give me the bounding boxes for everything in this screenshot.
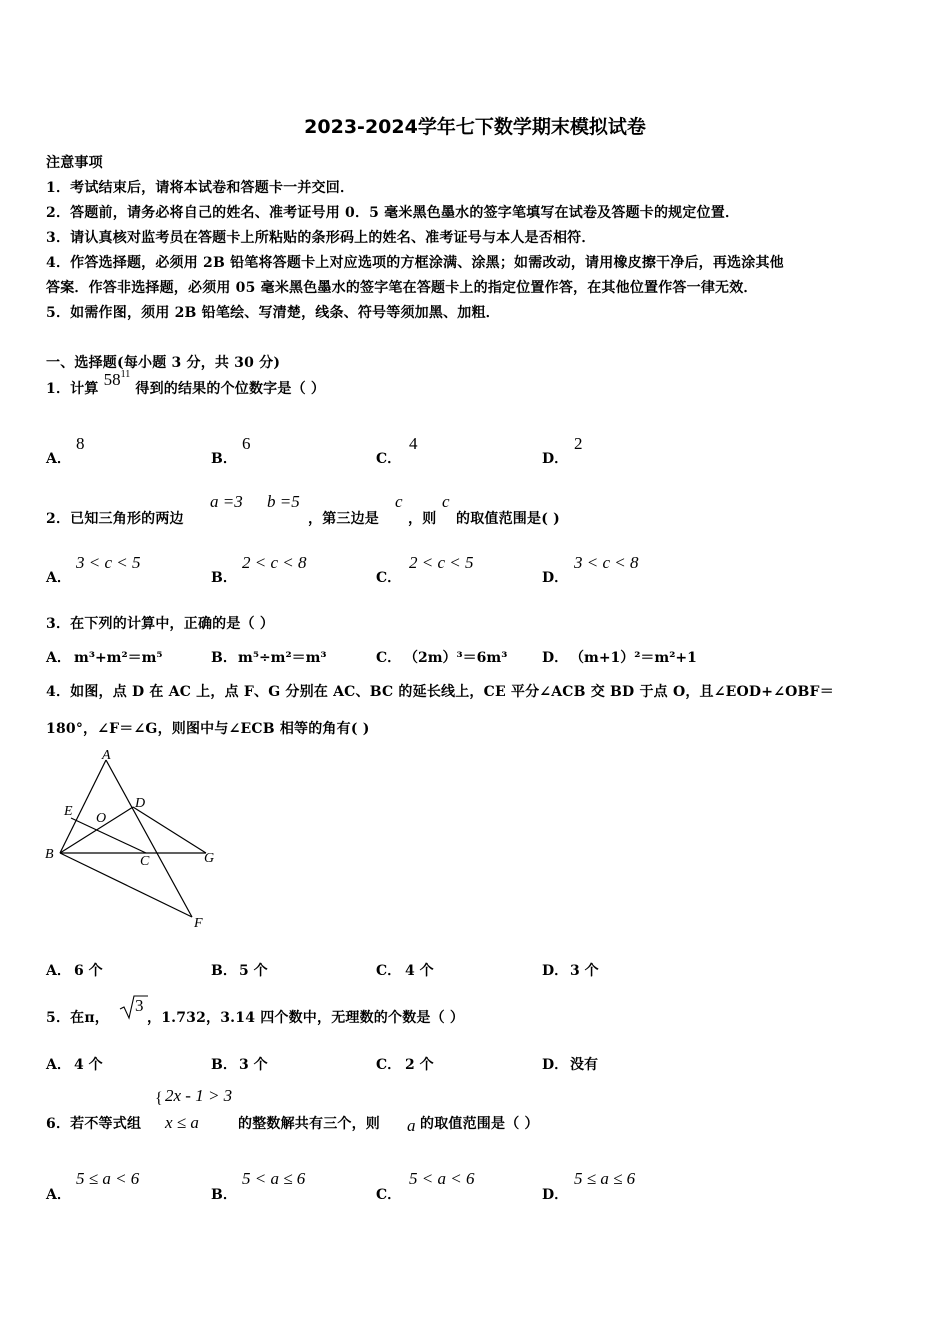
q5-sqrt-radicand: 3	[135, 996, 144, 1015]
question-1	[46, 369, 326, 398]
label-g: G	[204, 851, 215, 866]
q6-option-a-label[interactable]: A．	[46, 1187, 71, 1203]
q2-option-c-value: 2 < c < 5	[409, 553, 474, 572]
q6-option-d-value: 5 ≤ a ≤ 6	[574, 1169, 636, 1188]
q5-option-c-label[interactable]: C．	[376, 1057, 402, 1073]
q2-b: b =5	[267, 492, 300, 511]
q2-mid: ，第三边是	[308, 511, 379, 527]
q1-option-c-label[interactable]: C．	[376, 451, 402, 467]
label-d: D	[135, 796, 146, 811]
q3-option-b-label[interactable]: B．	[211, 650, 237, 666]
q3-option-a-value: m³+m²＝m⁵	[74, 650, 163, 666]
q6-option-a-value: 5 ≤ a < 6	[76, 1169, 140, 1188]
q6-option-c-label[interactable]: C．	[376, 1187, 402, 1203]
q2-option-a-value: 3 < c < 5	[76, 553, 141, 572]
q4-option-d-label[interactable]: D．	[542, 963, 569, 979]
notice-item-5: 5．如需作图，须用 2B 铅笔绘、写清楚，线条、符号等须加黑、加粗．	[46, 305, 500, 321]
q1-exp: 11	[120, 369, 131, 380]
q3-option-d-label[interactable]: D．	[542, 650, 569, 666]
q6-inequality-1: 2x - 1 > 3	[165, 1086, 233, 1105]
q3-option-d-value: （m+1）²＝m²+1	[570, 650, 697, 666]
q1-option-b-value: 6	[242, 434, 251, 453]
q6-inequality-2: x ≤ a	[165, 1113, 199, 1132]
q5-option-d-label[interactable]: D．	[542, 1057, 569, 1073]
q6-mid: 的整数解共有三个，则	[238, 1116, 380, 1132]
q1-pre: 1．计算	[46, 381, 99, 397]
q2-post: 的取值范围是( )	[456, 511, 560, 527]
q1-post: 得到的结果的个位数字是（ ）	[135, 381, 326, 397]
notice-item-4: 4．作答选择题，必须用 2B 铅笔将答题卡上对应选项的方框涂满、涂黑；如需改动，请用橡皮擦干净后，再选涂其他	[46, 255, 784, 271]
q2-option-d-label[interactable]: D．	[542, 570, 569, 586]
sqrt-icon	[119, 994, 149, 1020]
notice-item-2: 2．答题前，请务必将自己的姓名、准考证号用 0．5 毫米黑色墨水的签字笔填写在试卷及答题卡的规定位置．	[46, 205, 740, 221]
q6-option-d-label[interactable]: D．	[542, 1187, 569, 1203]
q4-stem-line-1: 4．如图，点 D 在 AC 上，点 F、G 分别在 AC、BC 的延长线上，CE 平分∠ACB 交 BD 于点 O，且∠EOD+∠OBF＝	[46, 684, 834, 700]
q4-option-c-label[interactable]: C．	[376, 963, 402, 979]
q6-post: 的取值范围是（ ）	[420, 1116, 539, 1132]
q5-option-c-value: 2 个	[405, 1057, 434, 1073]
q2-mid2: ，则	[408, 511, 437, 527]
q5-option-b-label[interactable]: B．	[211, 1057, 237, 1073]
q6-option-b-label[interactable]: B．	[211, 1187, 237, 1203]
segment-af	[106, 760, 192, 917]
q2-c2: c	[442, 492, 450, 511]
q6-brace: {	[155, 1090, 163, 1107]
q6-option-b-value: 5 < a ≤ 6	[242, 1169, 306, 1188]
q5-option-b-value: 3 个	[239, 1057, 268, 1073]
q2-option-a-label[interactable]: A．	[46, 570, 71, 586]
q4-option-a-label[interactable]: A．	[46, 963, 71, 979]
q1-option-a-value: 8	[76, 434, 85, 453]
section-heading: 一、选择题(每小题 3 分，共 30 分)	[46, 355, 281, 371]
q4-option-d-value: 3 个	[570, 963, 599, 979]
q2-a: a =3	[210, 492, 243, 511]
notice-item-3: 3．请认真核对监考员在答题卡上所粘贴的条形码上的姓名、准考证号与本人是否相符．	[46, 230, 596, 246]
q3-stem: 3．在下列的计算中，正确的是（ ）	[46, 616, 275, 632]
q2-option-c-label[interactable]: C．	[376, 570, 402, 586]
q4-stem-line-2: 180°，∠F＝∠G，则图中与∠ECB 相等的角有( )	[46, 721, 370, 737]
q2-option-d-value: 3 < c < 8	[574, 553, 639, 572]
q2-pre: 2．已知三角形的两边	[46, 511, 184, 527]
q1-option-a-label[interactable]: A．	[46, 451, 71, 467]
q2-option-b-label[interactable]: B．	[211, 570, 237, 586]
q6-pre: 6．若不等式组	[46, 1116, 142, 1132]
q4-geometry-figure	[40, 745, 230, 935]
label-a: A	[102, 748, 111, 763]
q1-option-b-label[interactable]: B．	[211, 451, 237, 467]
segment-ec	[71, 818, 146, 853]
notice-item-4-cont: 答案．作答非选择题，必须用 05 毫米黑色墨水的签字笔在答题卡上的指定位置作答，在其他位置作答一律无效．	[46, 280, 758, 296]
q6-option-c-value: 5 < a < 6	[409, 1169, 475, 1188]
q3-option-c-value: （2m）³＝6m³	[404, 650, 508, 666]
notice-heading: 注意事项	[46, 155, 103, 171]
label-b: B	[45, 847, 54, 862]
q6-a: a	[407, 1116, 416, 1135]
q3-option-b-value: m⁵÷m²＝m³	[238, 650, 327, 666]
q1-option-c-value: 4	[409, 434, 418, 453]
q4-option-c-value: 4 个	[405, 963, 434, 979]
q5-pre: 5．在π，	[46, 1010, 109, 1026]
q4-option-b-value: 5 个	[239, 963, 268, 979]
label-e: E	[64, 804, 73, 819]
segment-bf	[60, 853, 192, 917]
q2-option-b-value: 2 < c < 8	[242, 553, 307, 572]
q5-option-a-label[interactable]: A．	[46, 1057, 71, 1073]
q3-option-a-label[interactable]: A．	[46, 650, 71, 666]
label-c: C	[140, 854, 150, 869]
q4-option-a-value: 6 个	[74, 963, 103, 979]
label-f: F	[194, 916, 203, 931]
q5-option-a-value: 4 个	[74, 1057, 103, 1073]
q1-option-d-label[interactable]: D．	[542, 451, 569, 467]
label-o: O	[96, 811, 107, 826]
notice-item-1: 1．考试结束后，请将本试卷和答题卡一并交回．	[46, 180, 355, 196]
q4-option-b-label[interactable]: B．	[211, 963, 237, 979]
q1-base: 58	[103, 370, 121, 389]
q5-post: ，1.732，3.14 四个数中，无理数的个数是（ ）	[147, 1010, 465, 1026]
page-title: 2023-2024学年七下数学期末模拟试卷	[304, 116, 646, 138]
q1-option-d-value: 2	[574, 434, 583, 453]
q2-c1: c	[395, 492, 403, 511]
q5-option-d-value: 没有	[570, 1057, 598, 1073]
q3-option-c-label[interactable]: C．	[376, 650, 402, 666]
